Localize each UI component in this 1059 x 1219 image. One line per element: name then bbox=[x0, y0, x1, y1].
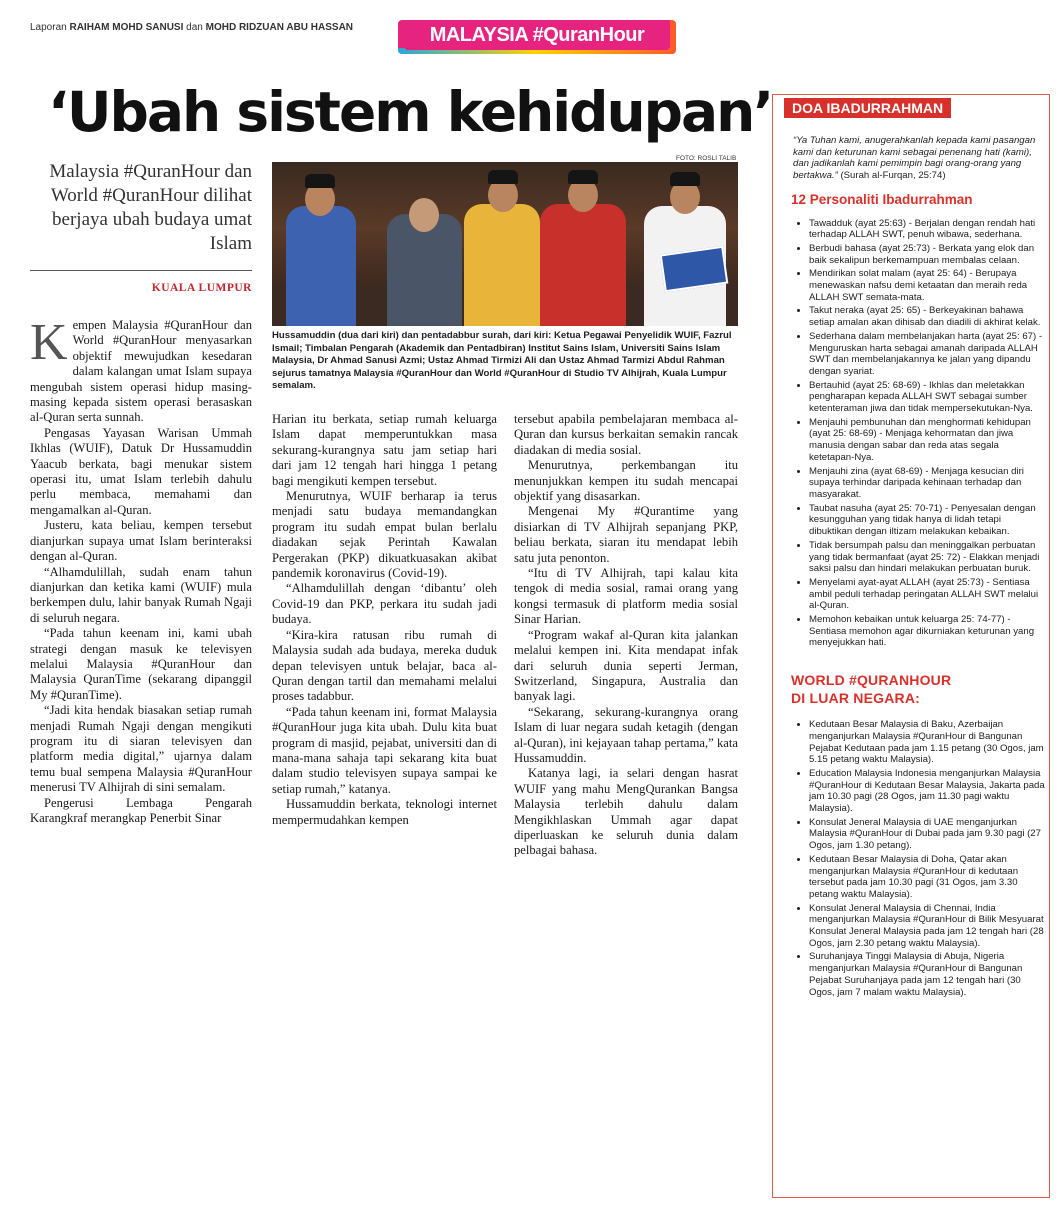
list-item: • Tidak bersumpah palsu dan meninggalkan perbuatan yang tidak bermanfaat (ayat 25: 72) - Elakkan menjadi saksi palsu dan hindari melakukan perbuatan buruk. bbox=[809, 540, 1045, 575]
world-title-line-2: DI LUAR NEGARA: bbox=[791, 690, 920, 707]
sidebar-header: DOA IBADURRAHMAN bbox=[784, 98, 951, 118]
doa-quote-reference: (Surah al-Furqan, 25:74) bbox=[837, 170, 946, 182]
personaliti-list bbox=[793, 218, 1045, 650]
article-photo bbox=[272, 162, 738, 326]
article-column-1 bbox=[30, 314, 252, 826]
list-item: • Tawadduk (ayat 25:63) - Berjalan dengan rendah hati terhadap ALLAH SWT, penuh wibawa, sederhana. bbox=[809, 218, 1045, 241]
list-item: • Menyelami ayat-ayat ALLAH (ayat 25:73) - Sentiasa ambil peduli terhadap peringatan ALLAH SWT melalui al-Quran. bbox=[809, 577, 1045, 612]
deck: Malaysia #QuranHour dan World #QuranHour dilihat berjaya ubah budaya umat Islam bbox=[49, 161, 252, 254]
list-item: • Taubat nasuha (ayat 25: 70-71) - Penyesalan dengan kesungguhan yang tidak hanya di lidah tetapi dibuktikan dengan iltizam melakukan kebaikan. bbox=[809, 503, 1045, 538]
paragraph bbox=[30, 314, 252, 426]
photo-cap-3 bbox=[488, 170, 518, 184]
photo-head-2 bbox=[409, 198, 439, 232]
list-item: • Berbudi bahasa (ayat 25:73) - Berkata yang elok dan baik sekalipun berkemampuan membalas celaan. bbox=[809, 243, 1045, 266]
world-title-line-1: WORLD #QURANHOUR bbox=[791, 672, 952, 689]
byline-prefix: Laporan bbox=[30, 22, 67, 33]
paragraph: Hussamuddin berkata, teknologi internet mempermudahkan kempen bbox=[272, 797, 497, 827]
paragraph: “Pada tahun keenam ini, kami ubah strategi dengan masuk ke televisyen melalui Malaysia #QuranHour dan Malaysia QuranTime (sekarang dipanggil My #QuranTime). bbox=[30, 626, 252, 702]
banner-inner bbox=[404, 20, 670, 50]
byline-joiner: dan bbox=[186, 22, 203, 33]
photo-credit: FOTO: ROSLI TALIB bbox=[676, 155, 737, 162]
paragraph: Pengerusi Lembaga Pengarah Karangkraf merangkap Penerbit Sinar bbox=[30, 795, 252, 825]
photo-cap-1 bbox=[305, 174, 335, 188]
sidebar-box bbox=[772, 94, 1050, 1198]
paragraph-text: empen Malaysia #QuranHour dan World #QuranHour menyasarkan objektif mewujudkan kesedaran dalam kalangan umat Islam supaya mengubah sistem operasi hidup masing-masing kepada sistem operasi berasaskan al-Quran serta sunnah. bbox=[30, 318, 252, 425]
list-item: • Kedutaan Besar Malaysia di Baku, Azerbaijan menganjurkan Malaysia #QuranHour di Bangunan Pejabat Kedutaan pada jam 1.15 petang (30 Ogos, jam 5.15 petang waktu Malaysia). bbox=[809, 719, 1045, 766]
paragraph: “Itu di TV Alhijrah, tapi kalau kita tengok di media sosial, ramai orang yang kongsi termasuk di platform media sosial Sinar Harian. bbox=[514, 566, 738, 627]
personaliti-title: 12 Personaliti Ibadurrahman bbox=[791, 191, 973, 207]
list-item: • Menjauhi pembunuhan dan menghormati kehidupan (ayat 25: 68-69) - Menjaga kehormatan dan jiwa manusia dengan sabar dan reda atas segala ketetapan-Nya. bbox=[809, 417, 1045, 464]
paragraph: Mengenai My #Qurantime yang disiarkan di TV Alhijrah sepanjang PKP, beliau berkata, siaran itu mendapat lebih satu juta penonton. bbox=[514, 504, 738, 565]
list-item: • Menjauhi zina (ayat 68-69) - Menjaga kesucian diri supaya terhindar daripada kehinaan terhadap dan masyarakat. bbox=[809, 466, 1045, 501]
photo-person-3 bbox=[464, 204, 540, 326]
photo-cap-4 bbox=[568, 170, 598, 184]
paragraph: Harian itu berkata, setiap rumah keluarga Islam dapat memperuntukkan masa sekurang-kurangnya satu jam setiap hari dari jam 12 tengah hari hingga 1 petang bagi mengikuti kempen tersebut. bbox=[272, 412, 497, 488]
dateline: KUALA LUMPUR bbox=[151, 282, 252, 294]
list-item: • Takut neraka (ayat 25: 65) - Berkeyakinan bahawa setiap amalan akan dihisab dan diadili di akhirat kelak. bbox=[809, 305, 1045, 328]
article-column-3 bbox=[514, 412, 738, 859]
list-item: • Mendirikan solat malam (ayat 25: 64) - Berupaya menewaskan nafsu demi ketaatan dan meraih reda ALLAH SWT semata-mata. bbox=[809, 268, 1045, 303]
photo-person-4 bbox=[540, 204, 626, 326]
article-column-2 bbox=[272, 412, 497, 828]
list-item: • Education Malaysia Indonesia menganjurkan Malaysia #QuranHour di Kedutaan Besar Malaysia, Jakarta pada jam 10.30 pagi (28 Ogos, jam 11.30 pagi waktu Malaysia). bbox=[809, 768, 1045, 815]
paragraph: Menurutnya, perkembangan itu menunjukkan kempen itu sudah mencapai objektif yang disasarkan. bbox=[514, 458, 738, 504]
paragraph: “Sekarang, sekurang-kurangnya orang Islam di luar negara sudah ketagih (dengan al-Quran), ini kejayaan tahap pertama,” kata Hussamuddin. bbox=[514, 704, 738, 765]
list-item: • Konsulat Jeneral Malaysia di Chennai, India menganjurkan Malaysia #QuranHour di Bilik Mesyuarat Konsulat Jeneral Malaysia pada jam 12 tengah hari (28 Ogos, jam 2.30 petang waktu Malaysia). bbox=[809, 903, 1045, 950]
sidebar-body bbox=[793, 135, 1045, 1000]
dropcap: K bbox=[30, 314, 68, 371]
headline: ‘Ubah sistem kehidupan’ bbox=[48, 80, 773, 144]
paragraph: “Kira-kira ratusan ribu rumah di Malaysia sudah ada budaya, mereka duduk depan televisyen untuk belajar, baca al-Quran dengan tartil dan memahami melalui proses tadabbur. bbox=[272, 627, 497, 704]
world-list bbox=[793, 719, 1045, 998]
byline-author-1: RAIHAM MOHD SANUSI bbox=[69, 22, 184, 33]
world-title bbox=[791, 671, 1045, 707]
photo-person-1 bbox=[286, 206, 356, 326]
section-banner bbox=[398, 20, 676, 54]
paragraph: “Program wakaf al-Quran kita jalankan melalui kempen ini. Kita mendapat infak dari seluruh dunia seperti Jerman, Switzerland, Singapura, Australia dan banyak lagi. bbox=[514, 627, 738, 704]
paragraph: “Alhamdulillah, sudah enam tahun dianjurkan dan ketika kami (WUIF) mula berkempen dulu, lahir banyak Rumah Ngaji di seluruh negara. bbox=[30, 564, 252, 625]
paragraph: “Pada tahun keenam ini, format Malaysia #QuranHour juga kita ubah. Dulu kita buat program di masjid, pejabat, universiti dan di mana-mana sahaja tapi sekarang kita buat dalam studio televisyen supaya sampai ke setiap rumah,” katanya. bbox=[272, 704, 497, 796]
paragraph: tersebut apabila pembelajaran membaca al-Quran dan kursus berkaitan semakin rancak diadakan di media sosial. bbox=[514, 412, 738, 457]
list-item: • Suruhanjaya Tinggi Malaysia di Abuja, Nigeria menganjurkan Malaysia #QuranHour di Bangunan Pejabat Suruhanjaya pada jam 12 tengah hari (30 Ogos, jam 7 malam waktu Malaysia). bbox=[809, 951, 1045, 998]
paragraph: “Alhamdulillah dengan ‘dibantu’ oleh Covid-19 dan PKP, perkara itu sudah jadi budaya. bbox=[272, 581, 497, 627]
paragraph: Menurutnya, WUIF berharap ia terus menjadi satu budaya memandangkan program itu sudah empat bulan berlalu diadakan sejak Perintah Kawalan Pergerakan (PKP) dikuatkuasakan akibat pandemik koronavirus (Covid-19). bbox=[272, 489, 497, 581]
list-item: • Memohon kebaikan untuk keluarga 25: 74-77) - Sentiasa memohon agar dikurniakan keturunan yang menyejukkan hati. bbox=[809, 614, 1045, 649]
byline bbox=[30, 22, 353, 33]
doa-quote-text: “Ya Tuhan kami, anugerahkanlah kepada kami pasangan kami dan keturunan kami sebagai penenang hati (kami), dan jadikanlah kami pemimpin bagi orang-orang yang bertakwa.” bbox=[793, 135, 1036, 182]
deck-divider bbox=[30, 270, 252, 271]
list-item: • Bertauhid (ayat 25: 68-69) - Ikhlas dan meletakkan pengharapan kepada ALLAH SWT sebagai sumber ketenteraman jiwa dan tidak mempersekutukan-Nya. bbox=[809, 380, 1045, 415]
banner-label: MALAYSIA #QuranHour bbox=[429, 23, 645, 46]
list-item: • Sederhana dalam membelanjakan harta (ayat 25: 67) - Menguruskan harta sebagai amanah daripada ALLAH SWT dan membelanjakannya ke jalan yang dipandu dengan syariat. bbox=[809, 331, 1045, 378]
list-item: • Konsulat Jeneral Malaysia di UAE menganjurkan Malaysia #QuranHour di Dubai pada jam 9.30 pagi (27 Ogos, jam 1.30 petang). bbox=[809, 817, 1045, 852]
photo-cap-5 bbox=[670, 172, 700, 186]
paragraph: Pengasas Yayasan Warisan Ummah Ikhlas (WUIF), Datuk Dr Hussamuddin Yaacub berkata, bagi menukar sistem operasi itu, umat Islam terlebih dahulu perlu membaca, memahami dan mengamalkan al-Quran. bbox=[30, 425, 252, 517]
doa-quote bbox=[793, 135, 1045, 182]
photo-caption: Hussamuddin (dua dari kiri) dan pentadabbur surah, dari kiri: Ketua Pegawai Penyelidik WUIF, Fazrul Ismail; Timbalan Pengarah (Akademik dan Pentadbiran) Institut Sains Islam, Universiti Sains Islam Malaysia, Dr Ahmad Sanusi Azmi; Ustaz Ahmad Tirmizi Ali dan Ustaz Ahmad Tarmizi Abdul Rahman sejurus tamatnya Malaysia #QuranHour dan World #QuranHour di Studio TV Alhijrah, Kuala Lumpur semalam. bbox=[272, 330, 732, 391]
list-item: • Kedutaan Besar Malaysia di Doha, Qatar akan menganjurkan Malaysia #QuranHour di kedutaan tersebut pada jam 10.30 pagi (31 Ogos, jam 3.30 petang waktu Malaysia). bbox=[809, 854, 1045, 901]
paragraph: “Jadi kita hendak biasakan setiap rumah menjadi Rumah Ngaji dengan mengikuti program itu di siaran televisyen dan platform media digital,” ujarnya dalam temu bual sempena Malaysia #QuranHour menerusi TV Alhijrah di sini semalam. bbox=[30, 703, 252, 795]
byline-author-2: MOHD RIDZUAN ABU HASSAN bbox=[205, 22, 354, 33]
paragraph: Justeru, kata beliau, kempen tersebut dianjurkan supaya umat Islam berinteraksi dengan al-Quran. bbox=[30, 518, 252, 564]
paragraph: Katanya lagi, ia selari dengan hasrat WUIF yang mahu MengQurankan Bangsa Malaysia terlebih dahulu dalam Mengikhlaskan Ummah agar dapat diperluaskan ke seluruh dunia dalam pelbagai bahasa. bbox=[514, 766, 738, 858]
